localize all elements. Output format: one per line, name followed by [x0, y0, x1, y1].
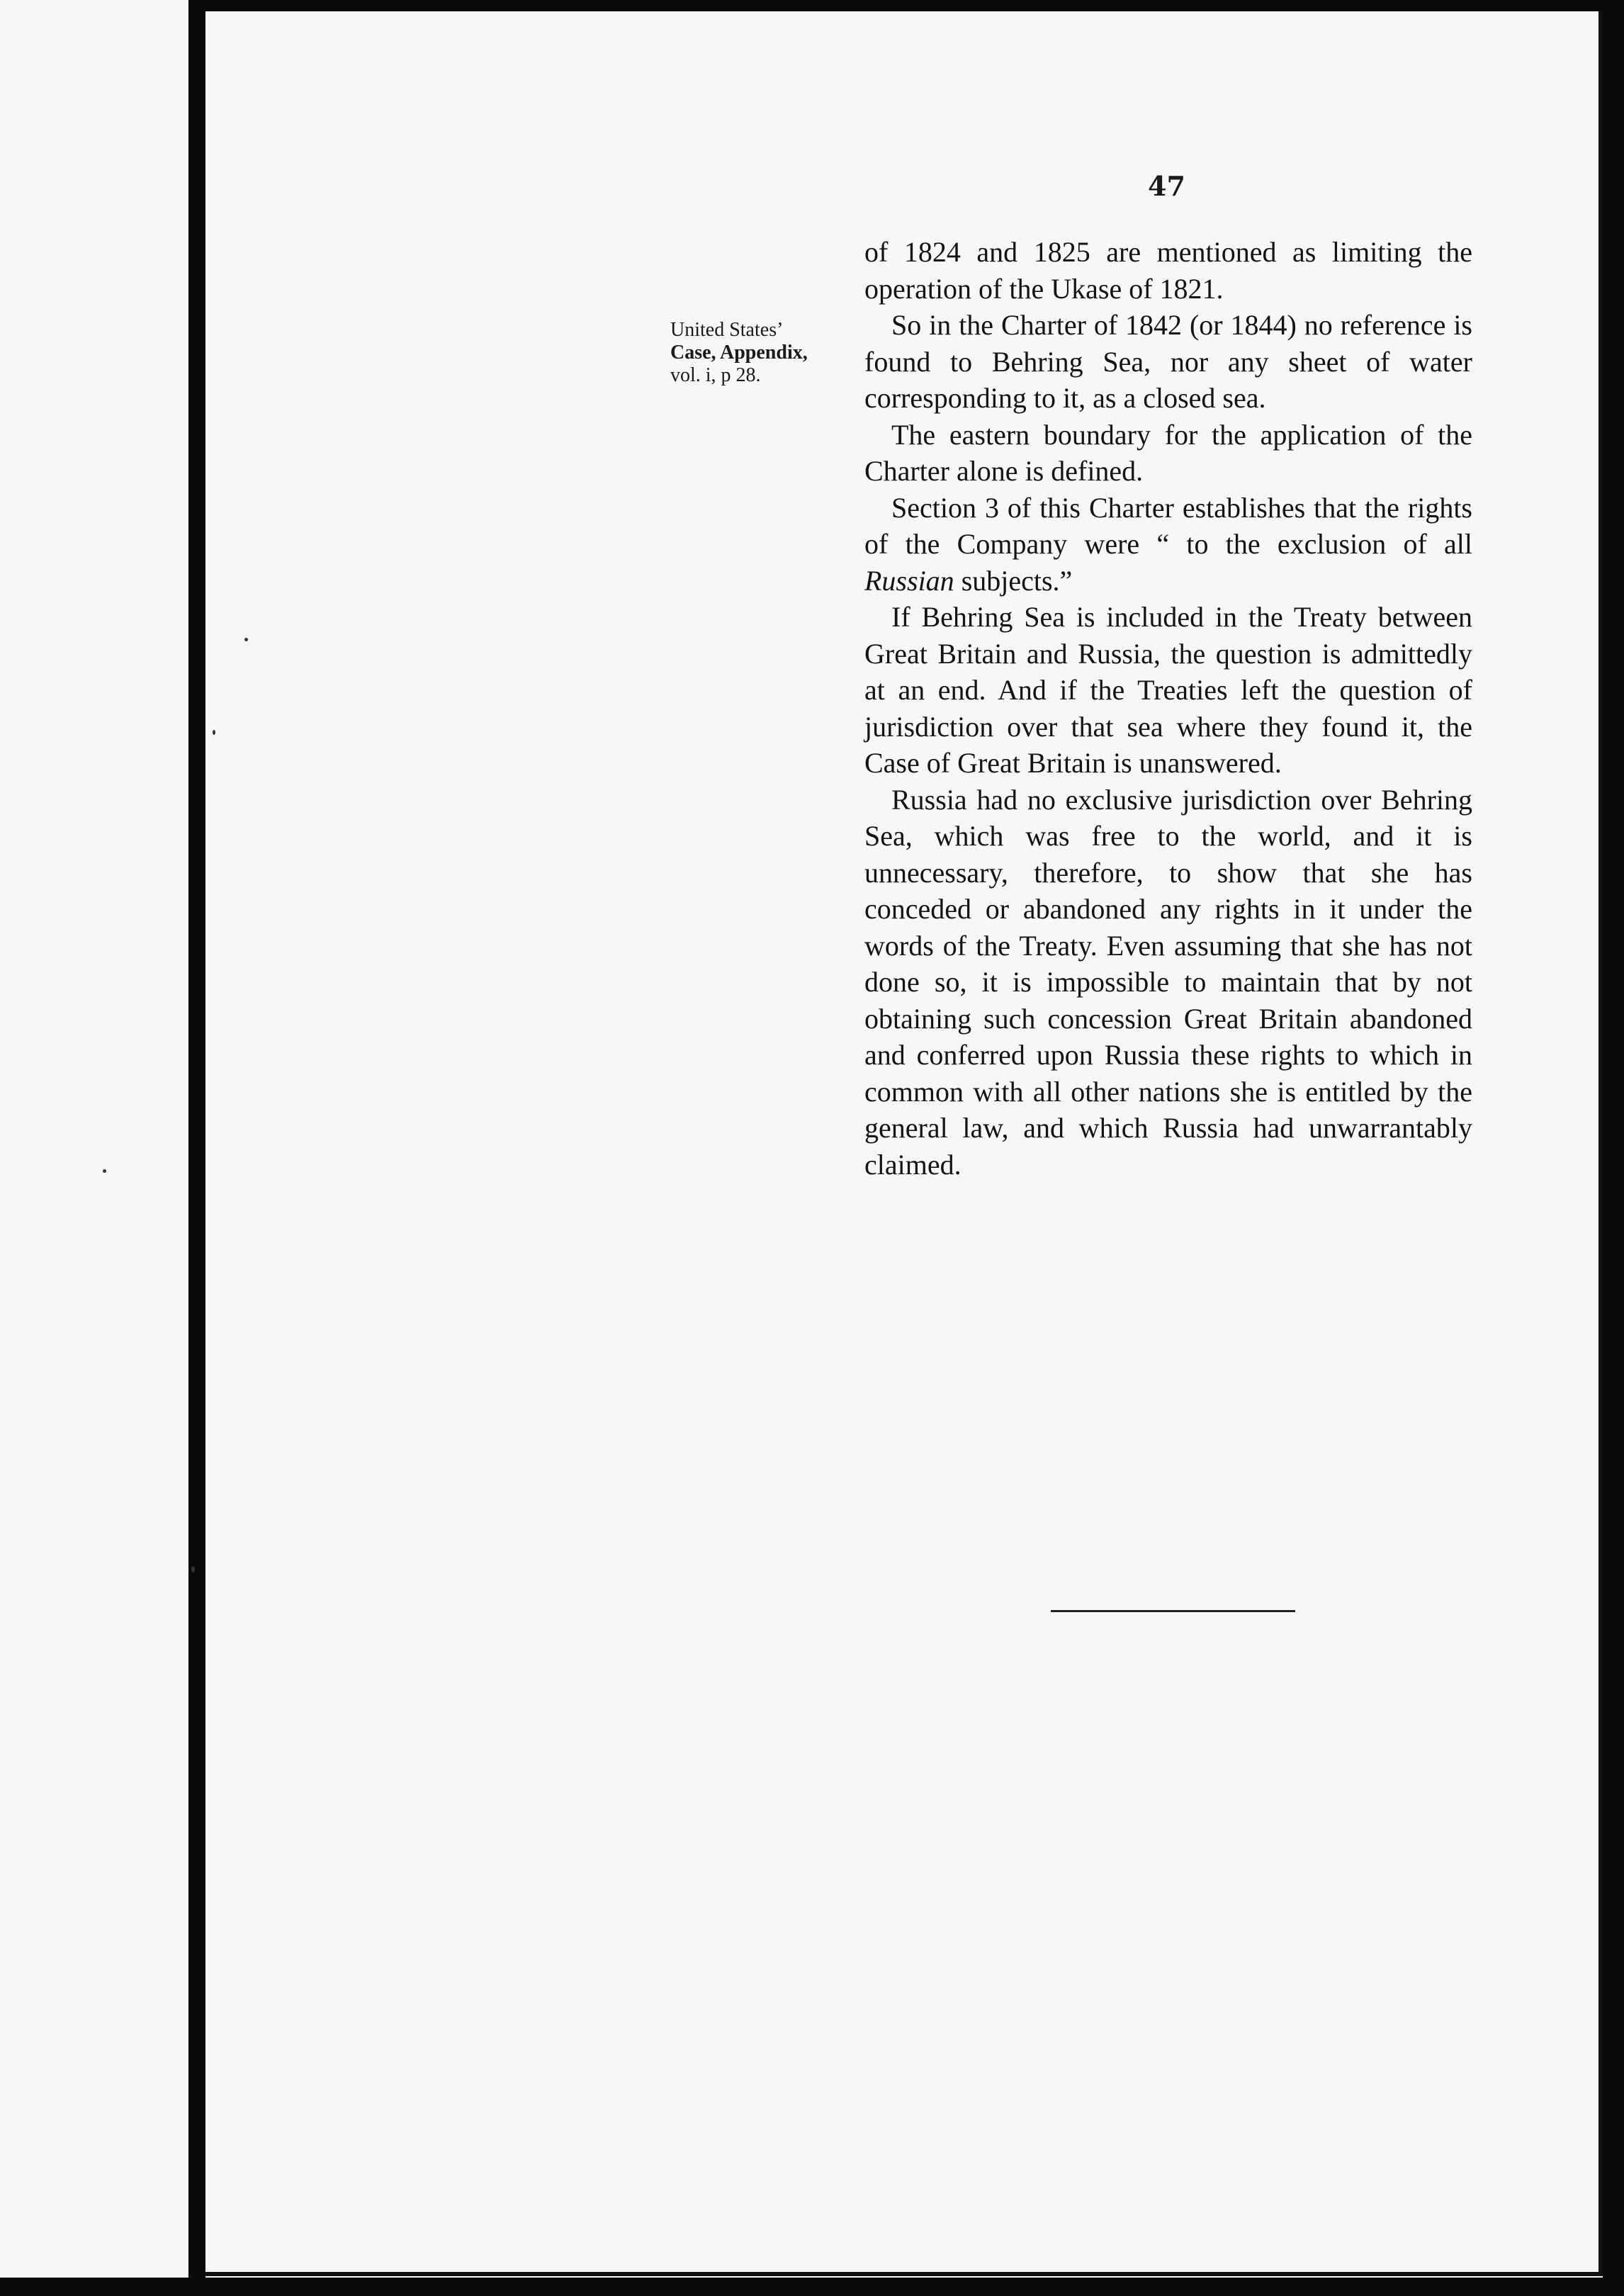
paragraph-section-3-end: subjects.”	[954, 564, 1073, 597]
paragraph-charter: So in the Charter of 1842 (or 1844) no reference is found to Behring Sea, nor any sheet of water corresponding to it, as a closed sea.	[864, 309, 1472, 414]
paragraph-treaty: If Behring Sea is included in the Treaty between Great Britain and Russia, the question is admittedly at an end. And if the Treaties left the question of jurisdiction over that sea where they found it, the Case of Great Britain is unanswered.	[864, 601, 1472, 779]
paragraph-continuation: of 1824 and 1825 are mentioned as limiting the operation of the Ukase of 1821.	[864, 236, 1472, 305]
margin-citation-line: Case, Appendix,	[670, 342, 808, 364]
scan-border-top	[205, 0, 1624, 11]
paragraph-boundary: The eastern boundary for the application of the Charter alone is defined.	[864, 418, 1472, 487]
paragraph-jurisdiction: Russia had no exclusive jurisdiction over Behring Sea, which was free to the world, and it is unnecessary, therefore, to show that she has conceded or abandoned any rights in it under the words of the Treaty. Even assuming that she has not done so, it is impossible to maintain that by not obtaining such concession Great Britain abandoned and conferred upon Russia these rights to which in common with all other nations she is entitled by the general law, and which Russia had unwarrantably claimed.	[864, 783, 1472, 1181]
print-speck	[213, 730, 215, 735]
body-text	[864, 234, 1472, 1183]
margin-citation-line: United States’	[670, 319, 784, 341]
print-speck	[103, 1169, 106, 1173]
paragraph-section-3	[864, 490, 1472, 600]
print-speck	[244, 638, 248, 641]
scan-border-bottom	[0, 2278, 1624, 2296]
margin-citation-line: vol. i, p 28.	[670, 364, 761, 386]
paragraph-section-3-start: Section 3 of this Charter establishes that the rights of the Company were “ to the exclusion of all	[864, 491, 1472, 560]
closing-rule	[1051, 1610, 1295, 1612]
facing-page-edge	[0, 0, 190, 2296]
emphasis-russian: Russian	[864, 564, 954, 597]
binding-gutter	[188, 0, 205, 2296]
margin-citation	[670, 319, 833, 387]
scan-border-right	[1603, 0, 1624, 2296]
page-number: 47	[1148, 170, 1185, 202]
print-speck	[191, 1566, 195, 1572]
